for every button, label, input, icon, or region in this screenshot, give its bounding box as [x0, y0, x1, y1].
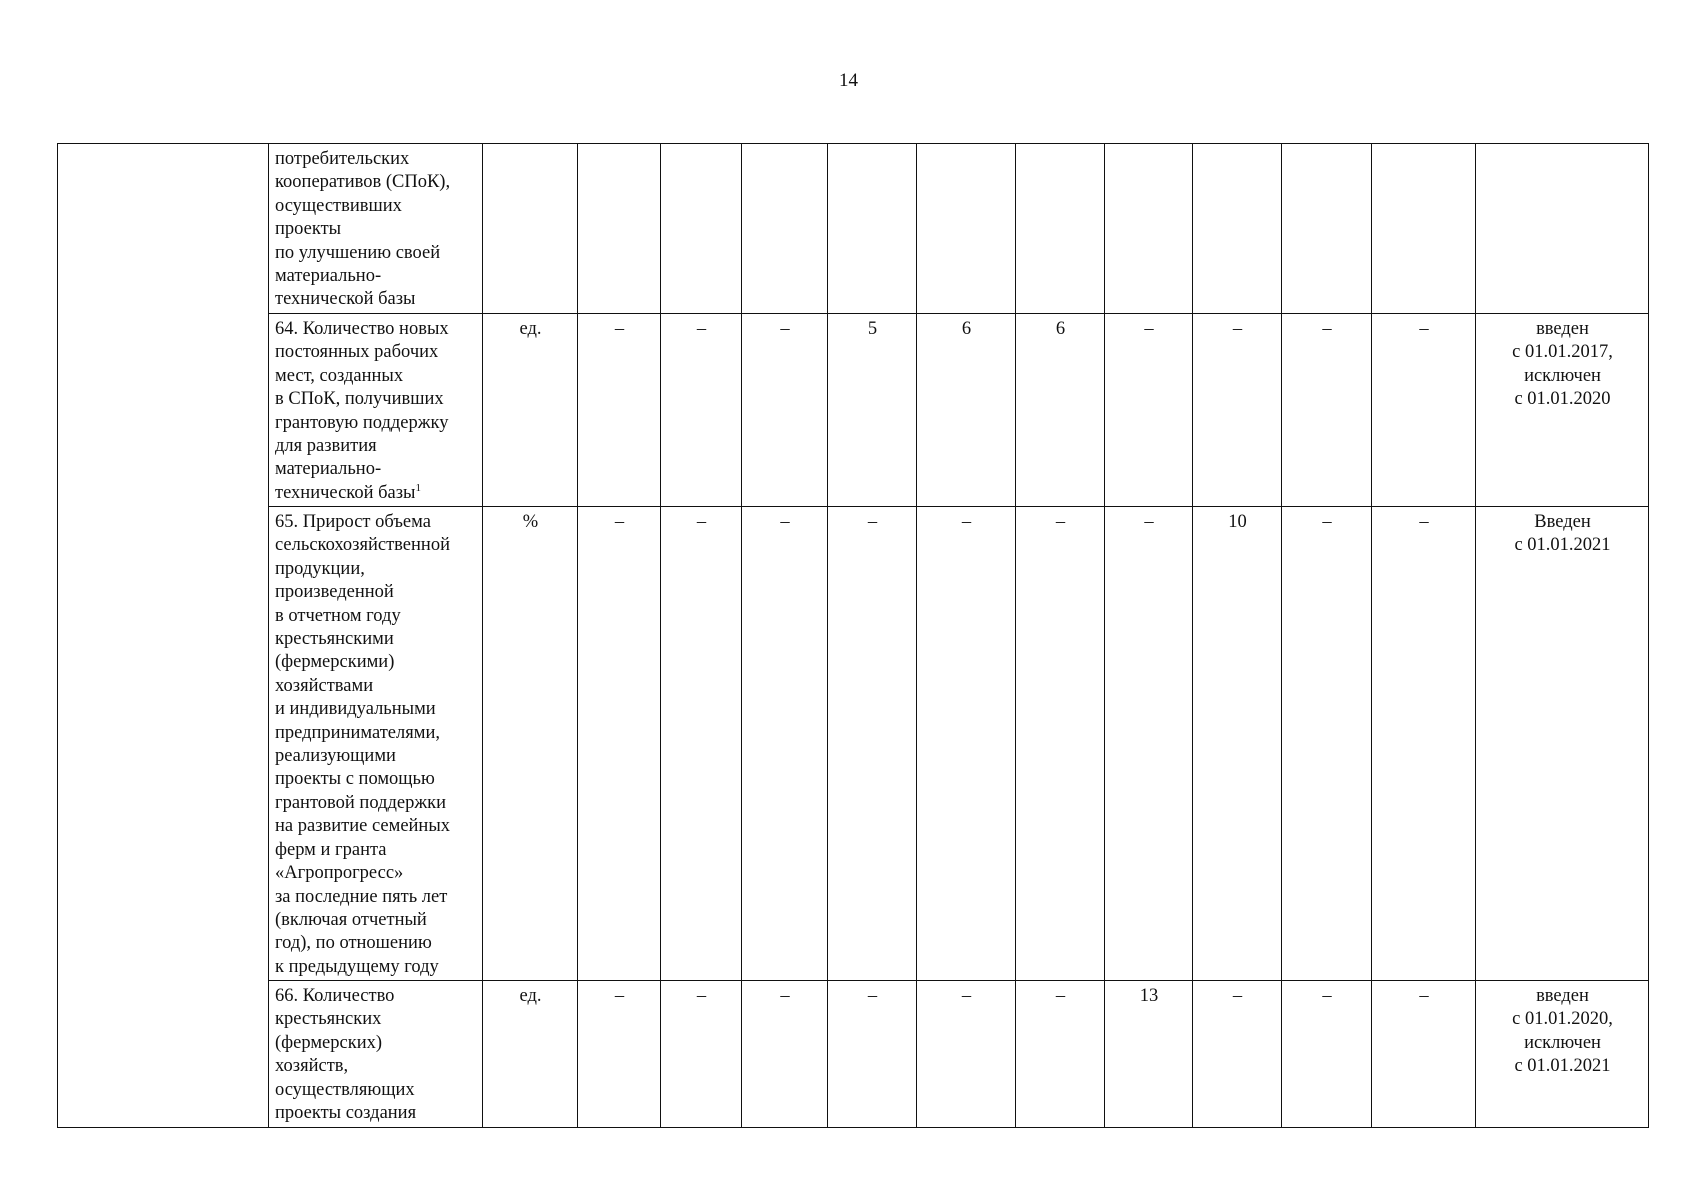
value-cell: –	[742, 507, 828, 981]
value-cell: –	[578, 981, 661, 1128]
value-cell: –	[1105, 507, 1193, 981]
note-cell: введен с 01.01.2020, исключен с 01.01.2021	[1476, 981, 1649, 1128]
value-cell	[1105, 144, 1193, 314]
note-cell: Введен с 01.01.2021	[1476, 507, 1649, 981]
value-cell: –	[1016, 507, 1105, 981]
indicator-description-text: 64. Количество новых постоянных рабочих мест, созданных в СПоК, получивших грантовую поддержку для развития материально- технической базы	[275, 319, 449, 503]
value-cell	[1282, 144, 1372, 314]
value-cell: –	[1016, 981, 1105, 1128]
value-cell: 13	[1105, 981, 1193, 1128]
value-cell: –	[742, 981, 828, 1128]
value-cell: –	[578, 314, 661, 507]
value-cell: –	[742, 314, 828, 507]
value-cell: –	[661, 507, 742, 981]
unit-cell	[483, 144, 578, 314]
value-cell: –	[828, 507, 917, 981]
value-cell	[1193, 144, 1282, 314]
value-cell: –	[1282, 507, 1372, 981]
value-cell	[917, 144, 1016, 314]
value-cell: –	[1193, 981, 1282, 1128]
empty-left-column	[58, 144, 269, 1128]
value-cell: 6	[917, 314, 1016, 507]
table-row	[58, 144, 1649, 314]
indicators-table	[57, 143, 1649, 1128]
table-row	[58, 314, 1649, 507]
value-cell	[1372, 144, 1476, 314]
value-cell	[578, 144, 661, 314]
value-cell: –	[1282, 314, 1372, 507]
value-cell	[661, 144, 742, 314]
value-cell: –	[661, 981, 742, 1128]
value-cell: –	[661, 314, 742, 507]
note-cell	[1476, 144, 1649, 314]
page-number: 14	[839, 70, 858, 91]
value-cell: –	[1372, 981, 1476, 1128]
indicator-description: 65. Прирост объема сельскохозяйственной продукции, произведенной в отчетном году крестьянскими (фермерскими) хозяйствами и индивидуальными предпринимателями, реализующими проекты с помощью грантовой поддержки на развитие семейных ферм и гранта «Агропрогресс» за последние пять лет (включая отчетный год), по отношению к предыдущему году	[269, 507, 483, 981]
value-cell	[742, 144, 828, 314]
value-cell: 6	[1016, 314, 1105, 507]
value-cell	[1016, 144, 1105, 314]
value-cell: 10	[1193, 507, 1282, 981]
value-cell: –	[917, 981, 1016, 1128]
value-cell: –	[917, 507, 1016, 981]
indicator-description: потребительских кооперативов (СПоК), осуществивших проекты по улучшению своей материально- технической базы	[269, 144, 483, 314]
value-cell: –	[1372, 507, 1476, 981]
value-cell: –	[1282, 981, 1372, 1128]
value-cell	[828, 144, 917, 314]
unit-cell: ед.	[483, 981, 578, 1128]
table-row	[58, 507, 1649, 981]
value-cell: –	[1372, 314, 1476, 507]
unit-cell: ед.	[483, 314, 578, 507]
footnote-marker: 1	[415, 481, 421, 494]
note-cell: введен с 01.01.2017, исключен с 01.01.2020	[1476, 314, 1649, 507]
value-cell: 5	[828, 314, 917, 507]
value-cell: –	[828, 981, 917, 1128]
indicator-description	[269, 314, 483, 507]
value-cell: –	[1105, 314, 1193, 507]
table-row	[58, 981, 1649, 1128]
value-cell: –	[1193, 314, 1282, 507]
value-cell: –	[578, 507, 661, 981]
indicator-description: 66. Количество крестьянских (фермерских) хозяйств, осуществляющих проекты создания	[269, 981, 483, 1128]
unit-cell: %	[483, 507, 578, 981]
